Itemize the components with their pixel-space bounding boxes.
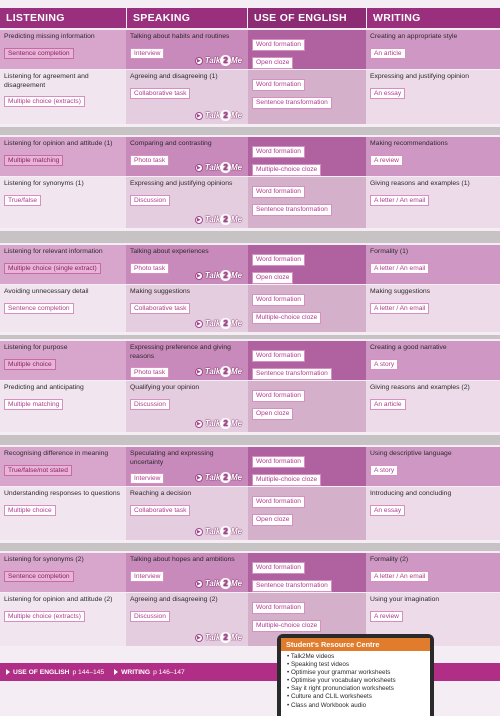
talk2me-num: 2 (220, 110, 231, 121)
task-type-badge: An article (370, 48, 406, 59)
skill-title: Avoiding unnecessary detail (4, 288, 89, 295)
cell-speaking (126, 30, 248, 70)
talk2me-post: Me (231, 419, 242, 428)
header-writing: WRITING (367, 8, 500, 28)
talk2me-pre: Talk (204, 319, 221, 328)
list-item: • Culture and CLIL worksheets (287, 693, 424, 701)
unit-divider (0, 543, 500, 551)
cell-writing (366, 30, 500, 70)
task-type-badge: A story (370, 465, 398, 476)
use-of-english-task: Multiple-choice cloze (252, 312, 321, 324)
task-type-badge: A review (370, 155, 403, 166)
use-of-english-task: Word formation (252, 294, 305, 306)
use-of-english-task: Word formation (252, 39, 305, 51)
skill-title: Comparing and contrasting (130, 140, 212, 147)
skill-title: Making suggestions (130, 288, 191, 295)
play-icon: ▶ (195, 528, 203, 536)
skill-title: Listening for opinion and attitude (2) (4, 596, 113, 603)
cell-listening (0, 137, 126, 177)
talk2me-video-link[interactable] (195, 270, 242, 281)
skill-title: Formality (2) (370, 556, 409, 563)
task-type-badge: An article (370, 399, 406, 410)
talk2me-logo (205, 270, 242, 281)
talk2me-post: Me (231, 367, 242, 376)
skill-title: Listening for synonyms (1) (4, 180, 84, 187)
task-type-badge: An essay (370, 505, 405, 516)
play-icon: ▶ (195, 272, 203, 280)
skill-title: Understanding responses to questions (4, 490, 120, 497)
skill-title: Predicting missing information (4, 33, 95, 40)
talk2me-video-link[interactable] (195, 55, 242, 66)
talk2me-num: 2 (220, 55, 231, 66)
skill-title: Reaching a decision (130, 490, 192, 497)
task-type-badge: A story (370, 359, 398, 370)
task-type-badge: A letter / An email (370, 303, 429, 314)
play-icon: ▶ (195, 474, 203, 482)
talk2me-video-link[interactable] (195, 110, 242, 121)
talk2me-post: Me (231, 56, 242, 65)
task-type-badge: An essay (370, 88, 405, 99)
cell-writing (366, 285, 500, 333)
skill-title: Talking about hopes and ambitions (130, 556, 235, 563)
cell-speaking (126, 177, 248, 229)
cell-use-of-english (248, 177, 366, 229)
list-item: • Class and Workbook audio (287, 702, 424, 710)
unit-divider (0, 335, 500, 339)
task-type-badge: Multiple matching (4, 399, 63, 410)
talk2me-logo (205, 318, 242, 329)
cell-speaking (126, 381, 248, 433)
skill-title: Giving reasons and examples (1) (370, 180, 470, 187)
task-type-badge: Photo task (130, 367, 169, 378)
skill-title: Giving reasons and examples (2) (370, 384, 470, 391)
cell-writing (366, 447, 500, 487)
cell-listening (0, 245, 126, 285)
task-type-badge: A letter / An email (370, 571, 429, 582)
task-type-badge: True/false/not stated (4, 465, 72, 476)
list-item: • Speaking test videos (287, 661, 424, 669)
talk2me-post: Me (231, 633, 242, 642)
talk2me-num: 2 (220, 270, 231, 281)
use-of-english-task: Sentence transformation (252, 97, 332, 109)
task-type-badge: Collaborative task (130, 505, 190, 516)
use-of-english-task: Open cloze (252, 408, 293, 420)
talk2me-pre: Talk (204, 56, 221, 65)
talk2me-pre: Talk (204, 271, 221, 280)
skill-title: Creating an appropriate style (370, 33, 458, 40)
skill-title: Recognising difference in meaning (4, 450, 109, 457)
list-item: • Optimise your grammar worksheets (287, 669, 424, 677)
skill-title: Using your imagination (370, 596, 440, 603)
unit-divider (0, 231, 500, 243)
use-of-english-task: Multiple-choice cloze (252, 164, 321, 176)
task-type-badge: Sentence completion (4, 48, 74, 59)
skill-title: Formality (1) (370, 248, 409, 255)
cell-listening (0, 341, 126, 381)
use-of-english-task: Multiple-choice cloze (252, 474, 321, 486)
talk2me-logo (205, 214, 242, 225)
cell-speaking (126, 245, 248, 285)
talk2me-num: 2 (220, 526, 231, 537)
talk2me-pre: Talk (204, 215, 221, 224)
footer-link-writing[interactable] (114, 669, 185, 676)
talk2me-post: Me (231, 473, 242, 482)
talk2me-post: Me (231, 215, 242, 224)
cell-speaking (126, 341, 248, 381)
use-of-english-task: Sentence transformation (252, 580, 332, 592)
cell-use-of-english (248, 553, 366, 593)
talk2me-video-link[interactable] (195, 162, 242, 173)
talk2me-post: Me (231, 271, 242, 280)
skill-title: Expressing and justifying opinions (130, 180, 233, 187)
talk2me-post: Me (231, 579, 242, 588)
talk2me-video-link[interactable] (195, 366, 242, 377)
header-speaking: SPEAKING (127, 8, 247, 28)
task-type-badge: A letter / An email (370, 263, 429, 274)
cell-listening (0, 553, 126, 593)
task-type-badge: Interview (130, 48, 164, 59)
talk2me-pre: Talk (204, 473, 221, 482)
skill-title: Agreeing and disagreeing (2) (130, 596, 218, 603)
play-icon: ▶ (195, 164, 203, 172)
talk2me-num: 2 (220, 162, 231, 173)
cell-listening (0, 381, 126, 433)
task-type-badge: Sentence completion (4, 303, 74, 314)
talk2me-pre: Talk (204, 579, 221, 588)
task-type-badge: Photo task (130, 155, 169, 166)
skill-title: Predicting and anticipating (4, 384, 84, 391)
talk2me-post: Me (231, 527, 242, 536)
task-type-badge: Interview (130, 571, 164, 582)
cell-listening (0, 177, 126, 229)
play-triangle-icon (114, 669, 118, 675)
task-type-badge: True/false (4, 195, 41, 206)
cell-use-of-english (248, 447, 366, 487)
talk2me-post: Me (231, 319, 242, 328)
talk2me-video-link[interactable] (195, 578, 242, 589)
cell-writing (366, 70, 500, 125)
footer-pages: p 146–147 (153, 668, 185, 676)
use-of-english-task: Open cloze (252, 272, 293, 284)
skill-title: Qualifying your opinion (130, 384, 200, 391)
talk2me-video-link[interactable] (195, 418, 242, 429)
cell-listening (0, 487, 126, 541)
talk2me-pre: Talk (204, 633, 221, 642)
play-triangle-icon (6, 669, 10, 675)
use-of-english-task: Multiple-choice cloze (252, 620, 321, 632)
header-use-of-english: USE OF ENGLISH (248, 8, 366, 28)
cell-speaking (126, 285, 248, 333)
cell-speaking (126, 70, 248, 125)
talk2me-logo (205, 472, 242, 483)
use-of-english-task: Word formation (252, 562, 305, 574)
cell-use-of-english (248, 381, 366, 433)
cell-listening (0, 447, 126, 487)
task-type-badge: Photo task (130, 263, 169, 274)
cell-use-of-english (248, 70, 366, 125)
cell-listening (0, 70, 126, 125)
cell-writing (366, 341, 500, 381)
use-of-english-task: Word formation (252, 254, 305, 266)
header-listening: LISTENING (0, 8, 126, 28)
skill-title: Talking about experiences (130, 248, 209, 255)
unit-divider (0, 127, 500, 135)
task-type-badge: Multiple choice (extracts) (4, 611, 85, 622)
cell-speaking (126, 137, 248, 177)
skill-title: Introducing and concluding (370, 490, 452, 497)
talk2me-pre: Talk (204, 163, 221, 172)
list-item: • Optimise your vocabulary worksheets (287, 677, 424, 685)
cell-use-of-english (248, 285, 366, 333)
talk2me-pre: Talk (204, 367, 221, 376)
cell-speaking (126, 593, 248, 647)
use-of-english-task: Word formation (252, 390, 305, 402)
skill-title: Using descriptive language (370, 450, 452, 457)
footer-label: USE OF ENGLISH (13, 668, 70, 676)
task-type-badge: Multiple choice (extracts) (4, 96, 85, 107)
skill-title: Speculating and expressing uncertainty (130, 450, 214, 466)
task-type-badge: Multiple choice (single extract) (4, 263, 101, 274)
talk2me-logo (205, 366, 242, 377)
task-type-badge: A review (370, 611, 403, 622)
use-of-english-task: Sentence transformation (252, 368, 332, 380)
talk2me-logo (205, 632, 242, 643)
use-of-english-task: Sentence transformation (252, 204, 332, 216)
skill-title: Expressing and justifying opinion (370, 73, 469, 80)
talk2me-logo (205, 418, 242, 429)
talk2me-post: Me (231, 111, 242, 120)
play-icon: ▶ (195, 368, 203, 376)
resource-centre-title: Student's Resource Centre (281, 638, 430, 651)
cell-listening (0, 593, 126, 647)
talk2me-video-link[interactable] (195, 472, 242, 483)
cell-use-of-english (248, 30, 366, 70)
talk2me-logo (205, 526, 242, 537)
talk2me-logo (205, 55, 242, 66)
task-type-badge: Discussion (130, 611, 170, 622)
skill-title: Listening for synonyms (2) (4, 556, 84, 563)
use-of-english-task: Word formation (252, 456, 305, 468)
cell-use-of-english (248, 341, 366, 381)
task-type-badge: Multiple matching (4, 155, 63, 166)
skill-title: Listening for purpose (4, 344, 68, 351)
footer-label: WRITING (121, 668, 151, 676)
cell-speaking (126, 447, 248, 487)
talk2me-video-link[interactable] (195, 214, 242, 225)
talk2me-num: 2 (220, 318, 231, 329)
footer-link-use-of-english[interactable] (6, 669, 104, 676)
play-icon: ▶ (195, 57, 203, 65)
cell-speaking (126, 487, 248, 541)
play-icon: ▶ (195, 320, 203, 328)
use-of-english-task: Open cloze (252, 57, 293, 69)
use-of-english-task: Word formation (252, 496, 305, 508)
skill-title: Listening for agreement and disagreement (4, 73, 89, 89)
list-item: • Say it right pronunciation worksheets (287, 685, 424, 693)
talk2me-num: 2 (220, 472, 231, 483)
talk2me-num: 2 (220, 632, 231, 643)
play-icon: ▶ (195, 420, 203, 428)
talk2me-video-link[interactable] (195, 318, 242, 329)
footer-pages: p 144–145 (72, 668, 105, 676)
skill-title: Talking about habits and routines (130, 33, 230, 40)
cell-writing (366, 137, 500, 177)
talk2me-video-link[interactable] (195, 632, 242, 643)
cell-writing (366, 381, 500, 433)
talk2me-post: Me (231, 163, 242, 172)
skill-title: Making suggestions (370, 288, 431, 295)
task-type-badge: Interview (130, 473, 164, 484)
talk2me-pre: Talk (204, 111, 221, 120)
talk2me-pre: Talk (204, 527, 221, 536)
cell-writing (366, 177, 500, 229)
talk2me-logo (205, 162, 242, 173)
cell-listening (0, 285, 126, 333)
talk2me-pre: Talk (204, 419, 221, 428)
play-icon: ▶ (195, 112, 203, 120)
task-type-badge: A letter / An email (370, 195, 429, 206)
skill-title: Listening for opinion and attitude (1) (4, 140, 113, 147)
use-of-english-task: Word formation (252, 146, 305, 158)
cell-use-of-english (248, 245, 366, 285)
play-icon: ▶ (195, 634, 203, 642)
task-type-badge: Multiple choice (4, 505, 56, 516)
use-of-english-task: Word formation (252, 602, 305, 614)
task-type-badge: Discussion (130, 399, 170, 410)
task-type-badge: Multiple choice (4, 359, 56, 370)
list-item: • Talk2Me videos (287, 653, 424, 661)
play-icon: ▶ (195, 216, 203, 224)
talk2me-logo (205, 578, 242, 589)
resource-centre-list (281, 651, 430, 712)
cell-writing (366, 245, 500, 285)
talk2me-num: 2 (220, 366, 231, 377)
task-type-badge: Sentence completion (4, 571, 74, 582)
use-of-english-task: Open cloze (252, 514, 293, 526)
skill-title: Listening for relevant information (4, 248, 103, 255)
use-of-english-task: Word formation (252, 186, 305, 198)
use-of-english-task: Word formation (252, 79, 305, 91)
talk2me-logo (205, 110, 242, 121)
skill-title: Agreeing and disagreeing (1) (130, 73, 218, 80)
cell-listening (0, 30, 126, 70)
talk2me-num: 2 (220, 578, 231, 589)
talk2me-num: 2 (220, 214, 231, 225)
resource-centre-panel (277, 634, 434, 716)
cell-writing (366, 487, 500, 541)
cell-speaking (126, 553, 248, 593)
use-of-english-task: Word formation (252, 350, 305, 362)
unit-divider (0, 435, 500, 445)
skill-title: Expressing preference and giving reasons (130, 344, 231, 360)
talk2me-num: 2 (220, 418, 231, 429)
task-type-badge: Discussion (130, 195, 170, 206)
cell-writing (366, 553, 500, 593)
talk2me-video-link[interactable] (195, 526, 242, 537)
cell-use-of-english (248, 137, 366, 177)
task-type-badge: Collaborative task (130, 303, 190, 314)
cell-use-of-english (248, 487, 366, 541)
skill-title: Making recommendations (370, 140, 448, 147)
task-type-badge: Collaborative task (130, 88, 190, 99)
play-icon: ▶ (195, 580, 203, 588)
skill-title: Creating a good narrative (370, 344, 447, 351)
